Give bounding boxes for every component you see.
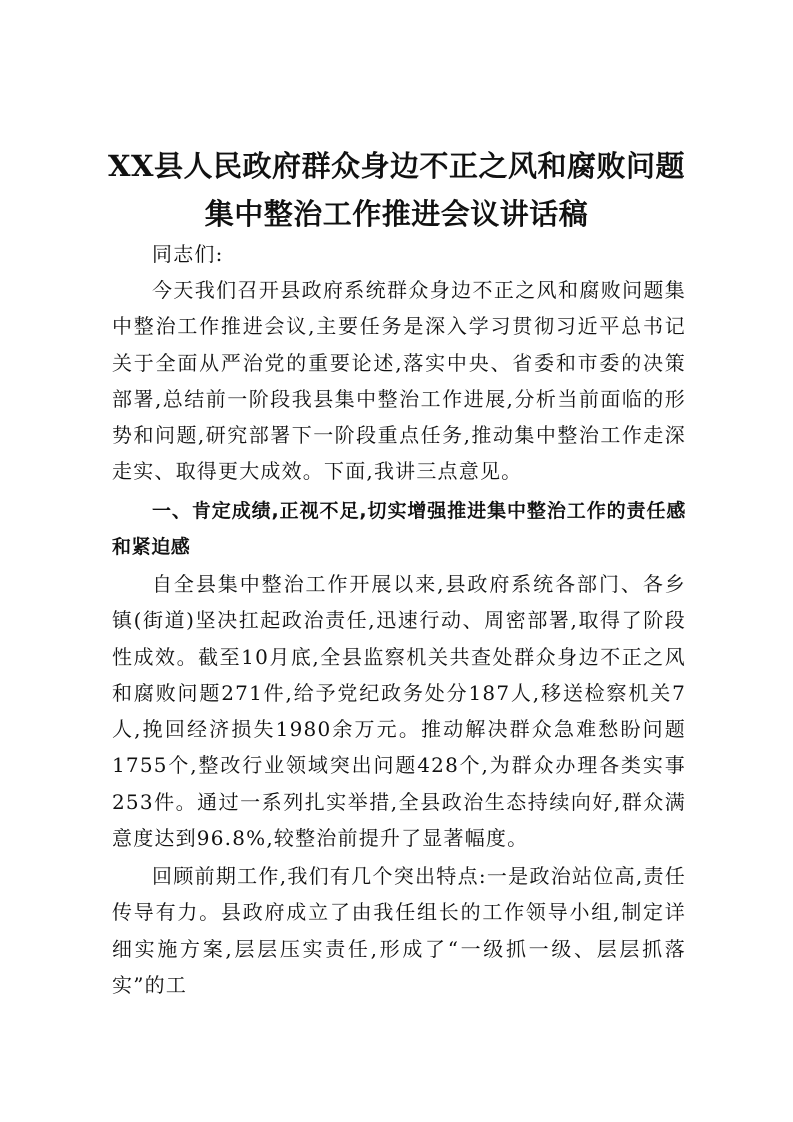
- paragraph-achievements: 自全县集中整治工作开展以来,县政府系统各部门、各乡镇(街道)坚决扛起政治责任,迅速行动、周密部署,取得了阶段性成效。截至10月底,全县监察机关共查处群众身边不正之风和腐败问题271件,给予党纪政务处分187人,移送检察机关7人,挽回经济损失1980余万元。推动解决群众急难愁盼问题1755个,整改行业领域突出问题428个,为群众办理各类实事253件。通过一系列扎实举措,全县政治生态持续向好,群众满意度达到96.8%,较整治前提升了显著幅度。: [112, 572, 686, 851]
- paragraph-review: 回顾前期工作,我们有几个突出特点:一是政治站位高,责任传导有力。县政府成立了由我任组长的工作领导小组,制定详细实施方案,层层压实责任,形成了“一级抓一级、层层抓落实”的工: [112, 864, 686, 997]
- document-title-line-2: 集中整治工作推进会议讲话稿: [204, 197, 589, 231]
- section-heading-1: 一、肯定成绩,正视不足,切实增强推进集中整治工作的责任感和紧迫感: [112, 500, 686, 558]
- document-title-line-1: XX县人民政府群众身边不正之风和腐败问题: [107, 149, 685, 183]
- paragraph-intro: 今天我们召开县政府系统群众身边不正之风和腐败问题集中整治工作推进会议,主要任务是深入学习贯彻习近平总书记关于全面从严治党的重要论述,落实中央、省委和市委的决策部署,总结前一阶段我县集中整治工作进展,分析当前面临的形势和问题,研究部署下一阶段重点任务,推动集中整治工作走深走实、取得更大成效。下面,我讲三点意见。: [112, 278, 686, 484]
- salutation: 同志们:: [152, 242, 224, 266]
